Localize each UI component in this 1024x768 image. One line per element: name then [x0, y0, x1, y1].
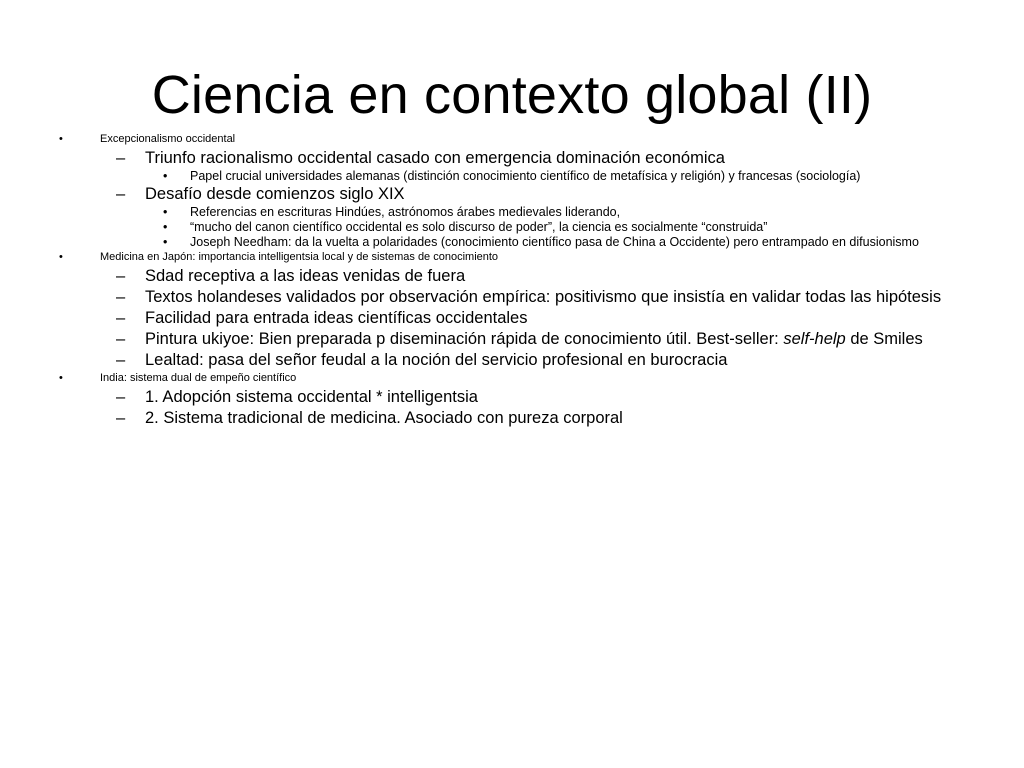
dash-bullet-icon: –	[116, 185, 126, 203]
bullet-text: 1. Adopción sistema occidental * intelligentsia	[145, 388, 478, 406]
bullet-text-part: Pintura ukiyoe: Bien preparada p diseminación rápida de conocimiento útil. Best-seller:	[145, 330, 784, 348]
bullet-dot-icon: •	[59, 251, 63, 263]
bullet-item-level3	[0, 221, 1024, 233]
dash-bullet-icon: –	[116, 351, 126, 369]
bullet-text: Excepcionalismo occidental	[100, 133, 236, 145]
bullet-item-level3	[0, 236, 1024, 248]
bullet-text-italic: self-help	[783, 330, 846, 348]
dash-bullet-icon: –	[116, 409, 126, 427]
bullet-text: Facilidad para entrada ideas científicas occidentales	[145, 309, 528, 327]
bullet-item-level3	[0, 170, 1024, 182]
bullet-dot-icon: •	[59, 372, 63, 384]
bullet-dot-icon: •	[163, 220, 168, 234]
bullet-dot-icon: •	[163, 235, 168, 249]
slide-title: Ciencia en contexto global (II)	[151, 65, 873, 125]
bullet-text: “mucho del canon científico occidental es solo discurso de poder”, la ciencia es socialmente “construida”	[190, 220, 768, 234]
dash-bullet-icon: –	[116, 330, 126, 348]
slide-content	[0, 131, 1024, 430]
bullet-text: Referencias en escrituras Hindúes, astrónomos árabes medievales liderando,	[190, 205, 621, 219]
bullet-item-level1	[0, 251, 1024, 264]
bullet-item-level2	[0, 388, 1024, 406]
bullet-text: Joseph Needham: da la vuelta a polaridades (conocimiento científico pasa de China a Occidente) pero entrampado en difusionismo	[190, 235, 919, 249]
bullet-dot-icon: •	[163, 205, 168, 219]
bullet-dot-icon: •	[59, 133, 63, 145]
dash-bullet-icon: –	[116, 309, 126, 327]
bullet-text-part: de Smiles	[845, 330, 923, 348]
dash-bullet-icon: –	[116, 149, 126, 167]
dash-bullet-icon: –	[116, 267, 126, 285]
bullet-text: Sdad receptiva a las ideas venidas de fuera	[145, 267, 466, 285]
bullet-item-level2	[0, 409, 1024, 427]
bullet-dot-icon: •	[163, 169, 168, 183]
bullet-item-level2	[0, 309, 1024, 327]
bullet-item-level2	[0, 288, 1024, 306]
bullet-text: Desafío desde comienzos siglo XIX	[145, 185, 405, 203]
bullet-item-level3	[0, 206, 1024, 218]
bullet-text: 2. Sistema tradicional de medicina. Asociado con pureza corporal	[145, 409, 623, 427]
dash-bullet-icon: –	[116, 388, 126, 406]
bullet-text: Triunfo racionalismo occidental casado con emergencia dominación económica	[145, 149, 725, 167]
bullet-text: Medicina en Japón: importancia intelligentsia local y de sistemas de conocimiento	[100, 251, 499, 263]
bullet-item-level2	[0, 185, 1024, 203]
bullet-item-level1	[0, 133, 1024, 146]
bullet-text: Papel crucial universidades alemanas (distinción conocimiento científico de metafísica y religión) y francesas (sociología)	[190, 169, 861, 183]
bullet-text: Lealtad: pasa del señor feudal a la noción del servicio profesional en burocracia	[145, 351, 728, 369]
bullet-text: India: sistema dual de empeño científico	[100, 372, 297, 384]
bullet-item-level2	[0, 267, 1024, 285]
bullet-item-level2	[0, 351, 1024, 369]
bullet-item-level2	[0, 330, 1024, 348]
bullet-text: Textos holandeses validados por observación empírica: positivismo que insistía en validar todas las hipótesis	[145, 288, 942, 306]
dash-bullet-icon: –	[116, 288, 126, 306]
bullet-item-level2	[0, 149, 1024, 167]
bullet-item-level1	[0, 372, 1024, 385]
bullet-text	[145, 330, 923, 348]
